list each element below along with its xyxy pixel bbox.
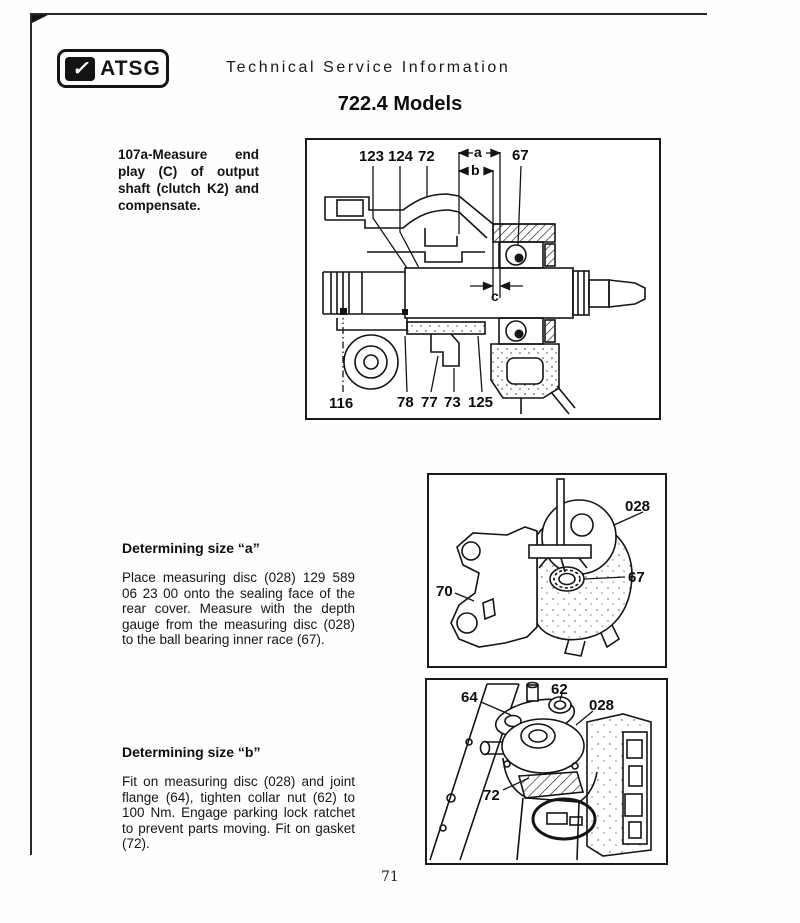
output-shaft-diagram (307, 140, 659, 418)
atsg-logo-text: ATSG (100, 56, 161, 80)
section-a-heading: Determining size “a” (122, 540, 260, 556)
fig1-label-77: 77 (421, 394, 438, 411)
fig3-label-028: 028 (589, 697, 615, 714)
section-a-body: Place measuring disc (028) 129 589 06 23 00 onto the sealing face of the rear cover. Measure with the depth gauge from the measuring disc (028) to the ball bearing inner race (67). (122, 570, 355, 648)
step-107a-text: 107a-Measure end play (C) of output shaft (clutch K2) and compensate. (118, 147, 259, 213)
fig2-label-67: 67 (628, 569, 645, 586)
fig1-label-73: 73 (444, 394, 461, 411)
transmission-rear-diagram (427, 680, 666, 863)
atsg-check-icon: ✓ (65, 57, 95, 81)
page-border-top (30, 13, 707, 15)
fig1-label-c: c (491, 288, 499, 304)
section-b-heading: Determining size “b” (122, 744, 261, 760)
fig1-label-72: 72 (418, 148, 435, 165)
fig1-label-78: 78 (397, 394, 414, 411)
page-title: 722.4 Models (337, 93, 463, 115)
figure-measuring-disc-depth-gauge (427, 473, 667, 668)
scan-corner-mark (32, 15, 48, 23)
fig2-label-028: 028 (625, 498, 651, 515)
atsg-logo (57, 49, 169, 88)
fig1-label-b: b (471, 162, 480, 178)
page-header-title: Technical Service Information (226, 59, 511, 76)
fig1-label-116: 116 (329, 395, 354, 412)
fig3-label-62: 62 (551, 681, 568, 698)
fig2-label-70: 70 (436, 583, 453, 600)
fig3-label-64: 64 (461, 689, 478, 706)
page-border-left (30, 13, 32, 855)
fig1-label-125: 125 (468, 394, 494, 411)
fig3-label-72: 72 (483, 787, 500, 804)
fig1-label-124: 124 (388, 148, 414, 165)
section-b-body: Fit on measuring disc (028) and joint flange (64), tighten collar nut (62) to 100 Nm. Engage parking lock ratchet to prevent parts moving. Fit on gasket (72). (122, 774, 355, 852)
fig1-label-a: a (474, 144, 482, 160)
figure-disc-joint-flange (425, 678, 668, 865)
fig1-label-67: 67 (512, 147, 529, 164)
figure-output-shaft-endplay (305, 138, 661, 420)
page-number: 71 (381, 869, 399, 885)
fig1-label-123: 123 (359, 148, 385, 165)
